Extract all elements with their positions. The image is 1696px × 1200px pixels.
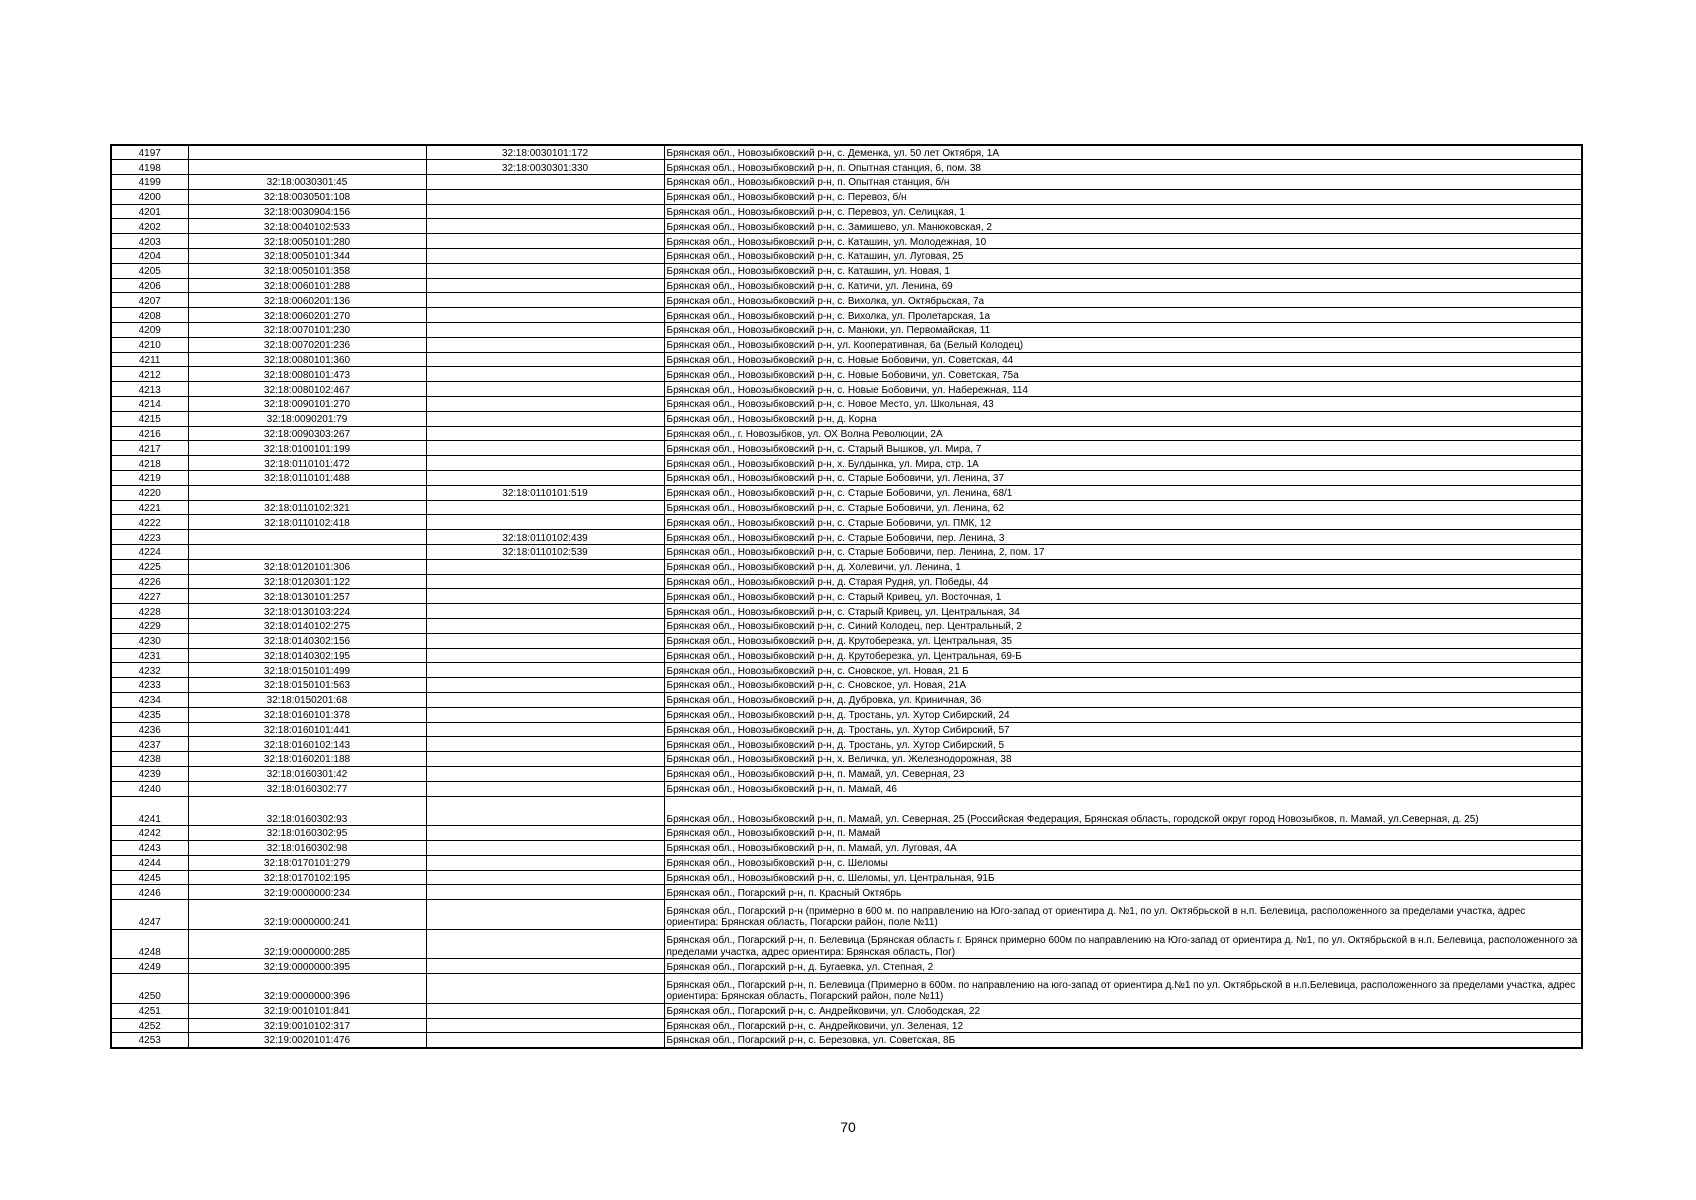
table-row [111,411,1582,426]
table-row [111,500,1582,515]
address-cell: Брянская обл., Новозыбковский р-н, с. Старые Бобовичи, пер. Ленина, 2, пом. 17 [664,545,1582,560]
address-cell: Брянская обл., Новозыбковский р-н, д. Старая Рудня, ул. Победы, 44 [664,574,1582,589]
table-row [111,633,1582,648]
table-row [111,397,1582,412]
table-row [111,840,1582,855]
address-cell: Брянская обл., Новозыбковский р-н, п. Опытная станция, б/н [664,175,1582,190]
row-number-cell: 4216 [111,426,188,441]
row-number-cell: 4234 [111,692,188,707]
cadastral-number-cell: 32:18:0150101:563 [188,678,426,693]
cadastral-number-cell: 32:18:0050101:280 [188,234,426,249]
address-cell: Брянская обл., Погарский р-н, с. Андрейковичи, ул. Зеленая, 12 [664,1018,1582,1033]
address-cell: Брянская обл., Новозыбковский р-н, с. Новые Бобовичи, ул. Советская, 44 [664,352,1582,367]
cadastral-number-alt-cell [426,1003,664,1018]
table-row [111,692,1582,707]
cadastral-number-cell: 32:18:0160101:378 [188,707,426,722]
address-cell: Брянская обл., Погарский р-н, с. Андрейковичи, ул. Слободская, 22 [664,1003,1582,1018]
cadastral-number-alt-cell [426,323,664,338]
cadastral-number-cell: 32:18:0120101:306 [188,559,426,574]
address-cell: Брянская обл., Новозыбковский р-н, х. Булдынка, ул. Мира, стр. 1А [664,456,1582,471]
table-row [111,337,1582,352]
address-cell: Брянская обл., Погарский р-н, п. Красный Октябрь [664,885,1582,900]
row-number-cell: 4199 [111,175,188,190]
table-row [111,382,1582,397]
cadastral-number-alt-cell [426,678,664,693]
row-number-cell: 4214 [111,397,188,412]
cadastral-number-alt-cell [426,559,664,574]
cadastral-number-alt-cell [426,249,664,264]
table-row [111,308,1582,323]
cadastral-number-cell: 32:18:0030501:108 [188,189,426,204]
table-row [111,796,1582,826]
cadastral-number-cell: 32:18:0090201:79 [188,411,426,426]
row-number-cell: 4246 [111,885,188,900]
row-number-cell: 4201 [111,204,188,219]
cadastral-number-cell: 32:18:0050101:344 [188,249,426,264]
cadastral-number-alt-cell [426,663,664,678]
table-row [111,826,1582,841]
address-cell: Брянская обл., Новозыбковский р-н, п. Мамай, 46 [664,781,1582,796]
cadastral-number-alt-cell [426,737,664,752]
row-number-cell: 4247 [111,900,188,930]
address-cell: Брянская обл., Новозыбковский р-н, д. Тростань, ул. Хутор Сибирский, 24 [664,707,1582,722]
table-row [111,249,1582,264]
row-number-cell: 4200 [111,189,188,204]
address-cell: Брянская обл., Новозыбковский р-н, п. Мамай, ул. Северная, 25 (Российская Федерация, Брянская область, городской округ город Новозыбков, п. Мамай, ул.Северная, д. 25) [664,796,1582,826]
row-number-cell: 4205 [111,263,188,278]
cadastral-number-cell: 32:18:0090101:270 [188,397,426,412]
cadastral-number-cell: 32:18:0120301:122 [188,574,426,589]
row-number-cell: 4236 [111,722,188,737]
cadastral-number-cell: 32:18:0100101:199 [188,441,426,456]
table-row [111,574,1582,589]
table-row [111,471,1582,486]
cadastral-number-alt-cell [426,234,664,249]
table-row [111,974,1582,1004]
row-number-cell: 4219 [111,471,188,486]
cadastral-number-cell: 32:18:0140102:275 [188,619,426,634]
address-cell: Брянская обл., Погарский р-н, д. Бугаевка, ул. Степная, 2 [664,959,1582,974]
cadastral-number-cell: 32:18:0150101:499 [188,663,426,678]
table-row [111,900,1582,930]
row-number-cell: 4232 [111,663,188,678]
cadastral-number-alt-cell [426,352,664,367]
address-cell: Брянская обл., Новозыбковский р-н, с. Манюки, ул. Первомайская, 11 [664,323,1582,338]
cadastral-number-cell: 32:18:0110101:472 [188,456,426,471]
cadastral-number-alt-cell [426,441,664,456]
row-number-cell: 4251 [111,1003,188,1018]
table-row [111,204,1582,219]
row-number-cell: 4235 [111,707,188,722]
cadastral-number-alt-cell [426,885,664,900]
cadastral-number-cell: 32:18:0130103:224 [188,604,426,619]
cadastral-number-cell: 32:18:0110102:321 [188,500,426,515]
address-cell: Брянская обл., Новозыбковский р-н, с. Синий Колодец, пер. Центральный, 2 [664,619,1582,634]
address-cell: Брянская обл., Новозыбковский р-н, с. Шеломы, ул. Центральная, 91Б [664,870,1582,885]
address-cell: Брянская обл., Новозыбковский р-н, с. Сновское, ул. Новая, 21А [664,678,1582,693]
cadastral-number-alt-cell: 32:18:0110102:439 [426,530,664,545]
row-number-cell: 4217 [111,441,188,456]
row-number-cell: 4215 [111,411,188,426]
cadastral-number-alt-cell [426,500,664,515]
table-row [111,234,1582,249]
table-row [111,1018,1582,1033]
cadastral-number-cell: 32:18:0070101:230 [188,323,426,338]
table-row [111,545,1582,560]
row-number-cell: 4227 [111,589,188,604]
row-number-cell: 4213 [111,382,188,397]
row-number-cell: 4202 [111,219,188,234]
row-number-cell: 4231 [111,648,188,663]
cadastral-number-cell: 32:19:0000000:241 [188,900,426,930]
address-cell: Брянская обл., Новозыбковский р-н, п. Мамай [664,826,1582,841]
table-row [111,707,1582,722]
row-number-cell: 4226 [111,574,188,589]
address-cell: Брянская обл., Погарский р-н, п. Белевица (Примерно в 600м. по направлению на юго-запад от ориентира д.№1 по ул. Октябрьской в н.п.Белевица, расположенного за пределами участка, адрес ориентира: Брянская область, Погарский район, поле №11) [664,974,1582,1004]
address-cell: Брянская обл., Новозыбковский р-н, с. Вихолка, ул. Октябрьская, 7а [664,293,1582,308]
table-row [111,323,1582,338]
cadastral-number-alt-cell [426,692,664,707]
address-cell: Брянская обл., Новозыбковский р-н, с. Вихолка, ул. Пролетарская, 1а [664,308,1582,323]
cadastral-number-alt-cell [426,175,664,190]
table-row [111,145,1582,160]
row-number-cell: 4252 [111,1018,188,1033]
cadastral-number-alt-cell [426,796,664,826]
cadastral-number-alt-cell [426,826,664,841]
address-cell: Брянская обл., Новозыбковский р-н, с. Новое Место, ул. Школьная, 43 [664,397,1582,412]
cadastral-number-cell: 32:18:0170102:195 [188,870,426,885]
cadastral-number-cell: 32:18:0070201:236 [188,337,426,352]
cadastral-number-cell [188,485,426,500]
cadastral-number-cell: 32:18:0060201:270 [188,308,426,323]
cadastral-number-alt-cell [426,367,664,382]
address-cell: Брянская обл., Новозыбковский р-н, с. Новые Бобовичи, ул. Советская, 75а [664,367,1582,382]
table-row [111,959,1582,974]
row-number-cell: 4210 [111,337,188,352]
row-number-cell: 4204 [111,249,188,264]
table-row [111,515,1582,530]
row-number-cell: 4248 [111,929,188,959]
address-cell: Брянская обл., Новозыбковский р-н, с. Старые Бобовичи, ул. Ленина, 68/1 [664,485,1582,500]
cadastral-number-alt-cell: 32:18:0030101:172 [426,145,664,160]
row-number-cell: 4203 [111,234,188,249]
cadastral-number-alt-cell [426,929,664,959]
address-cell: Брянская обл., Новозыбковский р-н, д. Крутоберезка, ул. Центральная, 69-Б [664,648,1582,663]
address-cell: Брянская обл., Новозыбковский р-н, ул. Кооперативная, 6а (Белый Колодец) [664,337,1582,352]
row-number-cell: 4207 [111,293,188,308]
row-number-cell: 4225 [111,559,188,574]
cadastral-number-cell: 32:18:0160302:93 [188,796,426,826]
cadastral-number-cell: 32:18:0060201:136 [188,293,426,308]
table-row [111,722,1582,737]
table-row [111,604,1582,619]
table-row [111,175,1582,190]
address-cell: Брянская обл., г. Новозыбков, ул. ОХ Волна Революции, 2А [664,426,1582,441]
row-number-cell: 4244 [111,855,188,870]
address-cell: Брянская обл., Новозыбковский р-н, с. Старые Бобовичи, ул. ПМК, 12 [664,515,1582,530]
cadastral-number-alt-cell [426,515,664,530]
table-row [111,929,1582,959]
address-cell: Брянская обл., Новозыбковский р-н, д. Тростань, ул. Хутор Сибирский, 5 [664,737,1582,752]
table-row [111,752,1582,767]
cadastral-number-cell: 32:18:0150201:68 [188,692,426,707]
cadastral-number-cell: 32:18:0110101:488 [188,471,426,486]
row-number-cell: 4220 [111,485,188,500]
table-row [111,663,1582,678]
row-number-cell: 4242 [111,826,188,841]
table-row [111,441,1582,456]
cadastral-number-cell: 32:18:0030301:45 [188,175,426,190]
table-row [111,219,1582,234]
address-cell: Брянская обл., Новозыбковский р-н, с. Сновское, ул. Новая, 21 Б [664,663,1582,678]
table-row [111,160,1582,175]
cadastral-number-cell: 32:19:0000000:285 [188,929,426,959]
address-cell: Брянская обл., Новозыбковский р-н, с. Старые Бобовичи, ул. Ленина, 37 [664,471,1582,486]
address-cell: Брянская обл., Новозыбковский р-н, д. Тростань, ул. Хутор Сибирский, 57 [664,722,1582,737]
cadastral-number-alt-cell [426,840,664,855]
cadastral-number-cell [188,160,426,175]
address-cell: Брянская обл., Новозыбковский р-н, с. Старые Бобовичи, ул. Ленина, 62 [664,500,1582,515]
table-row [111,589,1582,604]
cadastral-number-cell [188,145,426,160]
cadastral-number-cell: 32:19:0020101:476 [188,1033,426,1048]
cadastral-number-cell: 32:18:0140302:195 [188,648,426,663]
cadastral-number-cell: 32:18:0130101:257 [188,589,426,604]
cadastral-number-alt-cell [426,900,664,930]
row-number-cell: 4221 [111,500,188,515]
address-cell: Брянская обл., Новозыбковский р-н, д. Холевичи, ул. Ленина, 1 [664,559,1582,574]
cadastral-number-alt-cell [426,456,664,471]
cadastral-number-cell [188,530,426,545]
address-cell: Брянская обл., Новозыбковский р-н, с. Шеломы [664,855,1582,870]
cadastral-number-cell: 32:18:0030904:156 [188,204,426,219]
cadastral-number-cell: 32:18:0080102:467 [188,382,426,397]
table-row [111,1003,1582,1018]
table-row [111,278,1582,293]
table-row [111,737,1582,752]
row-number-cell: 4243 [111,840,188,855]
cadastral-number-alt-cell: 32:18:0110101:519 [426,485,664,500]
table-row [111,530,1582,545]
row-number-cell: 4237 [111,737,188,752]
address-cell: Брянская обл., Новозыбковский р-н, с. Каташин, ул. Луговая, 25 [664,249,1582,264]
cadastral-number-alt-cell [426,604,664,619]
row-number-cell: 4229 [111,619,188,634]
address-cell: Брянская обл., Новозыбковский р-н, с. Каташин, ул. Молодежная, 10 [664,234,1582,249]
row-number-cell: 4233 [111,678,188,693]
cadastral-number-cell: 32:19:0000000:395 [188,959,426,974]
address-cell: Брянская обл., Новозыбковский р-н, с. Катичи, ул. Ленина, 69 [664,278,1582,293]
cadastral-number-alt-cell: 32:18:0030301:330 [426,160,664,175]
cadastral-number-alt-cell [426,648,664,663]
address-cell: Брянская обл., Новозыбковский р-н, с. Старый Кривец, ул. Восточная, 1 [664,589,1582,604]
cadastral-number-alt-cell [426,204,664,219]
table-row [111,648,1582,663]
cadastral-number-alt-cell [426,766,664,781]
cadastral-number-cell: 32:18:0110102:418 [188,515,426,530]
row-number-cell: 4245 [111,870,188,885]
table-row [111,263,1582,278]
cadastral-number-alt-cell [426,382,664,397]
cadastral-number-alt-cell [426,471,664,486]
row-number-cell: 4239 [111,766,188,781]
cadastral-number-cell: 32:18:0080101:473 [188,367,426,382]
row-number-cell: 4209 [111,323,188,338]
address-cell: Брянская обл., Новозыбковский р-н, д. Дубровка, ул. Криничная, 36 [664,692,1582,707]
cadastral-number-alt-cell [426,707,664,722]
cadastral-number-alt-cell [426,293,664,308]
cadastral-number-alt-cell [426,959,664,974]
table-row [111,678,1582,693]
row-number-cell: 4249 [111,959,188,974]
row-number-cell: 4212 [111,367,188,382]
cadastral-number-cell: 32:18:0160102:143 [188,737,426,752]
address-cell: Брянская обл., Новозыбковский р-н, с. Старый Вышков, ул. Мира, 7 [664,441,1582,456]
row-number-cell: 4223 [111,530,188,545]
address-cell: Брянская обл., Погарский р-н, п. Белевица (Брянская область г. Брянск примерно 600м по направлению на Юго-запад от ориентира д. №1, по ул. Октябрьской в н.п. Белевица, расположенного за пределами участка, адрес ориентира: Брянская область, Пог) [664,929,1582,959]
address-cell: Брянская обл., Погарский р-н (примерно в 600 м. по направлению на Юго-запад от ориентира д. №1, по ул. Октябрьской в н.п. Белевица, расположенного за пределами участка, адрес ориентира: Брянская область, Погарски район, поле №11) [664,900,1582,930]
table-row [111,619,1582,634]
cadastral-number-alt-cell [426,1018,664,1033]
cadastral-number-alt-cell [426,278,664,293]
row-number-cell: 4241 [111,796,188,826]
cadastral-number-cell: 32:19:0010101:841 [188,1003,426,1018]
address-cell: Брянская обл., Новозыбковский р-н, д. Корна [664,411,1582,426]
cadastral-number-cell: 32:18:0170101:279 [188,855,426,870]
row-number-cell: 4253 [111,1033,188,1048]
address-cell: Брянская обл., Погарский р-н, с. Березовка, ул. Советская, 8Б [664,1033,1582,1048]
address-cell: Брянская обл., Новозыбковский р-н, с. Старый Кривец, ул. Центральная, 34 [664,604,1582,619]
table-row [111,781,1582,796]
cadastral-number-cell: 32:18:0160302:95 [188,826,426,841]
address-cell: Брянская обл., Новозыбковский р-н, с. Старые Бобовичи, пер. Ленина, 3 [664,530,1582,545]
address-cell: Брянская обл., Новозыбковский р-н, п. Опытная станция, 6, пом. 38 [664,160,1582,175]
row-number-cell: 4228 [111,604,188,619]
address-cell: Брянская обл., Новозыбковский р-н, с. Перевоз, б/н [664,189,1582,204]
cadastral-number-cell: 32:19:0000000:396 [188,974,426,1004]
cadastral-number-cell: 32:18:0140302:156 [188,633,426,648]
cadastral-number-alt-cell [426,781,664,796]
cadastral-number-alt-cell [426,1033,664,1048]
table-row [111,559,1582,574]
page-number: 70 [840,1119,856,1135]
cadastral-number-alt-cell [426,397,664,412]
cadastral-number-alt-cell [426,337,664,352]
cadastral-number-alt-cell [426,974,664,1004]
address-cell: Брянская обл., Новозыбковский р-н, д. Крутоберезка, ул. Центральная, 35 [664,633,1582,648]
cadastral-number-cell: 32:18:0040102:533 [188,219,426,234]
cadastral-number-alt-cell [426,722,664,737]
table-row [111,855,1582,870]
address-cell: Брянская обл., Новозыбковский р-н, с. Замишево, ул. Манюковская, 2 [664,219,1582,234]
row-number-cell: 4222 [111,515,188,530]
table-row [111,885,1582,900]
cadastral-number-alt-cell [426,308,664,323]
row-number-cell: 4224 [111,545,188,560]
table-row [111,293,1582,308]
registry-table [110,144,1583,1049]
row-number-cell: 4206 [111,278,188,293]
address-cell: Брянская обл., Новозыбковский р-н, п. Мамай, ул. Северная, 23 [664,766,1582,781]
cadastral-number-cell: 32:19:0000000:234 [188,885,426,900]
cadastral-number-alt-cell: 32:18:0110102:539 [426,545,664,560]
address-cell: Брянская обл., Новозыбковский р-н, с. Деменка, ул. 50 лет Октября, 1А [664,145,1582,160]
address-cell: Брянская обл., Новозыбковский р-н, с. Перевоз, ул. Селицкая, 1 [664,204,1582,219]
cadastral-number-cell: 32:18:0080101:360 [188,352,426,367]
address-cell: Брянская обл., Новозыбковский р-н, с. Новые Бобовичи, ул. Набережная, 114 [664,382,1582,397]
cadastral-number-cell: 32:18:0160302:77 [188,781,426,796]
row-number-cell: 4238 [111,752,188,767]
cadastral-number-cell: 32:18:0160201:188 [188,752,426,767]
table-row [111,367,1582,382]
cadastral-number-alt-cell [426,189,664,204]
cadastral-number-alt-cell [426,426,664,441]
row-number-cell: 4218 [111,456,188,471]
cadastral-number-alt-cell [426,263,664,278]
registry-table-body [111,145,1582,1048]
cadastral-number-cell: 32:18:0160302:98 [188,840,426,855]
cadastral-number-cell: 32:19:0010102:317 [188,1018,426,1033]
row-number-cell: 4240 [111,781,188,796]
address-cell: Брянская обл., Новозыбковский р-н, х. Величка, ул. Железнодорожная, 38 [664,752,1582,767]
cadastral-number-alt-cell [426,574,664,589]
cadastral-number-cell: 32:18:0060101:288 [188,278,426,293]
cadastral-number-alt-cell [426,411,664,426]
cadastral-number-alt-cell [426,633,664,648]
row-number-cell: 4197 [111,145,188,160]
address-cell: Брянская обл., Новозыбковский р-н, п. Мамай, ул. Луговая, 4А [664,840,1582,855]
row-number-cell: 4208 [111,308,188,323]
cadastral-number-cell [188,545,426,560]
cadastral-number-cell: 32:18:0160301:42 [188,766,426,781]
table-row [111,189,1582,204]
cadastral-number-alt-cell [426,870,664,885]
table-row [111,766,1582,781]
table-row [111,485,1582,500]
cadastral-number-cell: 32:18:0090303:267 [188,426,426,441]
table-row [111,870,1582,885]
row-number-cell: 4230 [111,633,188,648]
cadastral-number-cell: 32:18:0160101:441 [188,722,426,737]
address-cell: Брянская обл., Новозыбковский р-н, с. Каташин, ул. Новая, 1 [664,263,1582,278]
cadastral-number-alt-cell [426,589,664,604]
cadastral-number-alt-cell [426,855,664,870]
row-number-cell: 4250 [111,974,188,1004]
table-row [111,1033,1582,1048]
cadastral-number-alt-cell [426,619,664,634]
row-number-cell: 4211 [111,352,188,367]
cadastral-number-alt-cell [426,219,664,234]
table-row [111,456,1582,471]
cadastral-number-alt-cell [426,752,664,767]
table-row [111,352,1582,367]
table-row [111,426,1582,441]
cadastral-number-cell: 32:18:0050101:358 [188,263,426,278]
row-number-cell: 4198 [111,160,188,175]
